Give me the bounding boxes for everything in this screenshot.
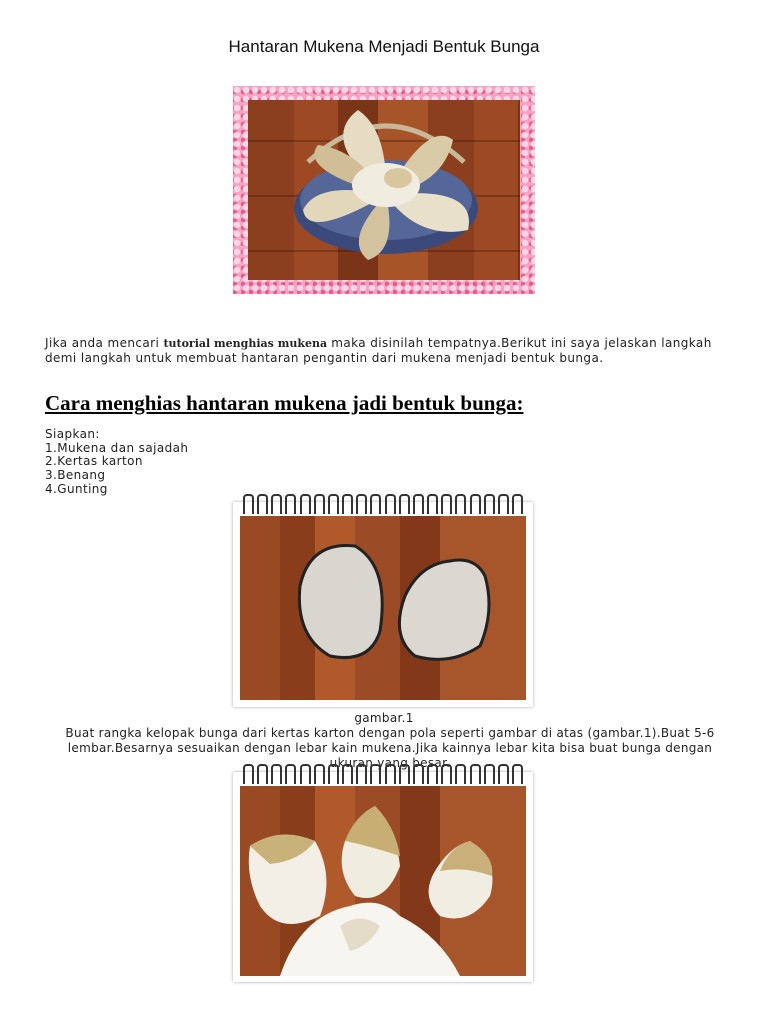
list-item: 1.Mukena dan sajadah: [45, 440, 189, 455]
intro-emphasis-link: tutorial menghias mukena: [163, 337, 328, 350]
hero-photo-mukena-flower: [248, 100, 520, 280]
intro-text-start: Jika anda mencari: [45, 336, 164, 350]
figure-2-notebook: [233, 772, 533, 982]
figure-1-photo: [240, 516, 526, 700]
list-item: 4.Gunting: [45, 481, 108, 496]
prepare-label: Siapkan:: [45, 427, 100, 441]
list-item: 3.Benang: [45, 468, 106, 483]
intro-paragraph: [45, 336, 735, 366]
spiral-rings-icon: [243, 764, 523, 786]
figure-2-photo: [240, 786, 526, 976]
figure-1-description: Buat rangka kelopak bunga dari kertas karton dengan pola seperti gambar di atas (gambar.1).Buat 5-6 lembar.Besarnya sesuaikan dengan lebar kain mukena.Jika kainnya lebar kita bisa buat bunga dengan ukuran yang besar.: [65, 726, 715, 770]
prepare-list: [45, 428, 188, 497]
list-item: 2.Kertas karton: [45, 454, 143, 469]
spiral-rings-icon: [243, 494, 523, 516]
section-heading: Cara menghias hantaran mukena jadi bentuk bunga:: [45, 391, 524, 415]
figure-1-notebook: [233, 502, 533, 707]
intro-text-end: maka disinilah tempatnya.Berikut ini saya jelaskan langkah demi langkah untuk membuat hantaran pengantin dari mukena menjadi bentuk bunga.: [45, 336, 712, 365]
page-title: Hantaran Mukena Menjadi Bentuk Bunga: [228, 37, 540, 56]
figure-1-caption: gambar.1: [354, 711, 414, 725]
hero-image-frame: [233, 86, 535, 294]
